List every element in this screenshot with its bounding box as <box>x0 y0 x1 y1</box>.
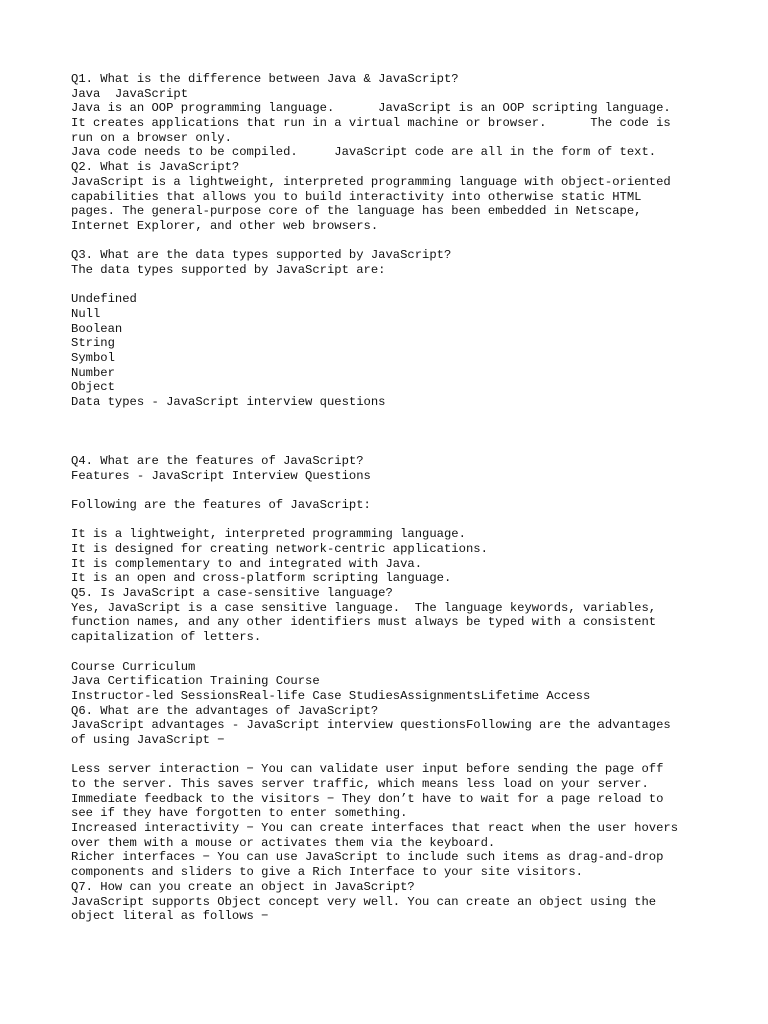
text-line: capitalization of letters. <box>71 630 262 645</box>
text-line: It is an open and cross-platform scripting language. <box>71 571 452 586</box>
text-line: Yes, JavaScript is a case sensitive language. The language keywords, variables, <box>71 600 657 615</box>
text-line: Instructor-led SessionsReal-life Case StudiesAssignmentsLifetime Access <box>71 688 591 703</box>
text-line: JavaScript supports Object concept very well. You can create an object using the <box>71 894 657 909</box>
text-line: capabilities that allows you to build interactivity into otherwise static HTML <box>71 189 642 204</box>
text-line: Q7. How can you create an object in JavaScript? <box>71 879 415 894</box>
text-line: Q4. What are the features of JavaScript? <box>71 453 364 468</box>
text-line: Java Certification Training Course <box>71 674 320 689</box>
text-line: function names, and any other identifiers must always be typed with a consistent <box>71 615 657 630</box>
text-line: Number <box>71 365 115 380</box>
text-line: It is a lightweight, interpreted programming language. <box>71 527 466 542</box>
text-line: see if they have forgotten to enter something. <box>71 806 408 821</box>
text-line: Data types - JavaScript interview questions <box>71 395 386 410</box>
text-line: Less server interaction − You can validate user input before sending the page off <box>71 762 664 777</box>
text-line: The data types supported by JavaScript are: <box>71 262 386 277</box>
text-line: Immediate feedback to the visitors − They don’t have to wait for a page reload to <box>71 791 664 806</box>
text-line: Richer interfaces − You can use JavaScript to include such items as drag-and-drop <box>71 850 664 865</box>
text-line: Undefined <box>71 292 137 307</box>
text-line: Object <box>71 380 115 395</box>
text-line: Boolean <box>71 321 123 336</box>
text-line: Course Curriculum <box>71 659 196 674</box>
text-line: object literal as follows − <box>71 909 269 924</box>
blank-line <box>71 513 711 528</box>
text-line: Q6. What are the advantages of JavaScript? <box>71 703 379 718</box>
text-line: It is designed for creating network-centric applications. <box>71 542 488 556</box>
text-line: It is complementary to and integrated with Java. <box>71 556 423 571</box>
text-line: Q3. What are the data types supported by JavaScript? <box>71 248 452 263</box>
text-line: Java JavaScript <box>71 86 189 101</box>
text-line: Following are the features of JavaScript: <box>71 497 371 512</box>
text-line: JavaScript advantages - JavaScript interview questionsFollowing are the advantages <box>71 718 671 733</box>
text-line: It creates applications that run in a virtual machine or browser. The code is <box>71 116 671 131</box>
text-line: over them with a mouse or activates them via the keyboard. <box>71 835 496 850</box>
blank-line <box>71 483 711 498</box>
text-line: String <box>71 336 115 351</box>
blank-line <box>71 278 711 293</box>
blank-line <box>71 748 711 763</box>
blank-line <box>71 425 711 440</box>
text-line: Null <box>71 307 101 321</box>
text-line: JavaScript is a lightweight, interpreted programming language with object-oriented <box>71 174 671 189</box>
text-line: to the server. This saves server traffic, which means less load on your server. <box>71 777 649 791</box>
blank-line <box>71 410 711 425</box>
text-line: Q2. What is JavaScript? <box>71 160 240 175</box>
text-line: Java is an OOP programming language. JavaScript is an OOP scripting language. <box>71 101 671 116</box>
blank-line <box>71 439 711 454</box>
document-body <box>71 72 711 924</box>
text-line: run on a browser only. <box>71 130 232 145</box>
text-line: Features - JavaScript Interview Questions <box>71 468 371 483</box>
text-line: pages. The general-purpose core of the language has been embedded in Netscape, <box>71 204 642 219</box>
text-line: Q5. Is JavaScript a case-sensitive language? <box>71 586 393 601</box>
text-line: of using JavaScript − <box>71 732 225 747</box>
text-line: components and sliders to give a Rich Interface to your site visitors. <box>71 865 583 880</box>
text-line: Internet Explorer, and other web browsers. <box>71 218 379 233</box>
text-line: Q1. What is the difference between Java & JavaScript? <box>71 72 459 86</box>
text-line: Java code needs to be compiled. JavaScript code are all in the form of text. <box>71 145 657 160</box>
blank-line <box>71 234 711 249</box>
text-line: Symbol <box>71 351 115 366</box>
blank-line <box>71 645 711 660</box>
text-line: Increased interactivity − You can create interfaces that react when the user hovers <box>71 821 679 836</box>
